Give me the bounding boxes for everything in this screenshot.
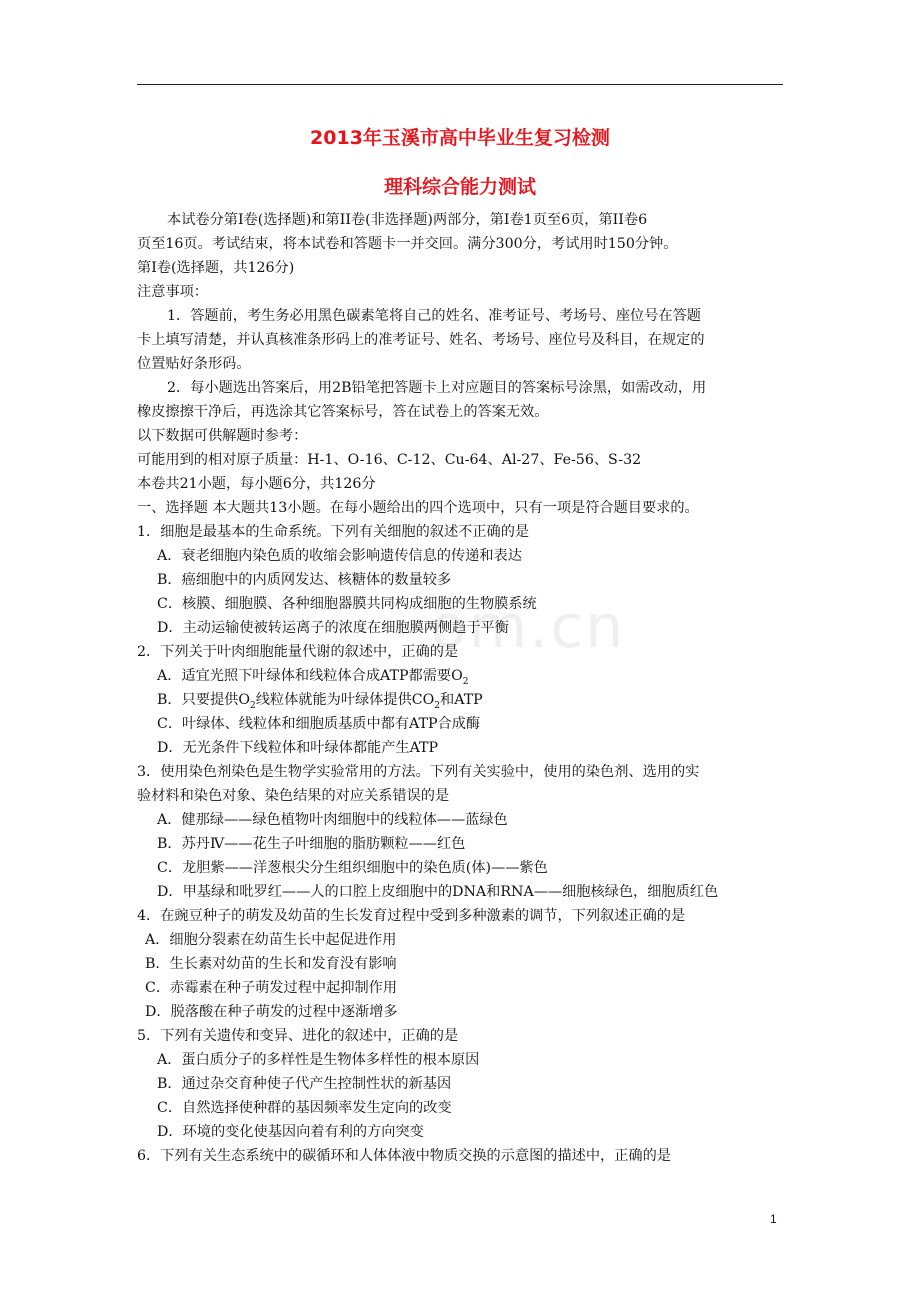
question-option: C．自然选择使种群的基因频率发生定向的改变: [157, 1100, 452, 1116]
question-option: C．赤霉素在种子萌发过程中起抑制作用: [145, 980, 398, 996]
page-number: 1: [770, 1212, 777, 1226]
question-stem: 5．下列有关遗传和变异、进化的叙述中，正确的是: [137, 1028, 459, 1044]
question-option: B．只要提供$O_2$线粒体就能为叶绿体提供$CO_2$和ATP: [157, 692, 483, 711]
question-option: A．细胞分裂素在幼苗生长中起促进作用: [145, 932, 397, 948]
question-stem: 验材料和染色对象、染色结果的对应关系错误的是: [137, 788, 450, 804]
question-option: C．叶绿体、线粒体和细胞质基质中都有ATP合成酶: [157, 716, 481, 732]
question-option: B．生长素对幼苗的生长和发育没有影响: [145, 956, 397, 972]
atomic-masses: 可能用到的相对原子质量：H-1、O-16、C-12、Cu-64、Al-27、Fe-56、S-32: [137, 452, 642, 468]
notice-heading: 注意事项：: [137, 284, 208, 300]
notice-item: 2．每小题选出答案后，用2B铅笔把答题卡上对应题目的答案标号涂黑，如需改动，用: [167, 380, 707, 396]
header-rule: [137, 84, 783, 85]
notice-item: 1．答题前，考生务必用黑色碳素笔将自己的姓名、准考证号、考场号、座位号在答题: [167, 308, 701, 324]
question-option: A．适宜光照下叶绿体和线粒体合成ATP都需要$O_2$: [157, 668, 469, 687]
question-option: B．通过杂交育种使子代产生控制性状的新基因: [157, 1076, 452, 1092]
reference-note: 以下数据可供解题时参考：: [137, 428, 308, 444]
question-option: B．苏丹Ⅳ——花生子叶细胞的脂肪颗粒——红色: [157, 836, 466, 852]
question-option: A．健那绿——绿色植物叶肉细胞中的线粒体——蓝绿色: [157, 812, 508, 828]
notice-item: 橡皮擦擦干净后，再选涂其它答案标号，答在试卷上的答案无效。: [137, 404, 549, 420]
question-option: D．脱落酸在种子萌发的过程中逐渐增多: [145, 1004, 398, 1020]
question-option: A．蛋白质分子的多样性是生物体多样性的根本原因: [157, 1052, 480, 1068]
question-option: D．主动运输使被转运离子的浓度在细胞膜两侧趋于平衡: [157, 620, 509, 636]
question-option: C．龙胆紫——洋葱根尖分生组织细胞中的染色质(体)——紫色: [157, 860, 548, 876]
question-stem: 4．在豌豆种子的萌发及幼苗的生长发育过程中受到多种激素的调节，下列叙述正确的是: [137, 908, 686, 924]
exam-subtitle: 理科综合能力测试: [383, 176, 536, 198]
intro-line: 本试卷分第Ⅰ卷(选择题)和第II卷(非选择题)两部分，第Ⅰ卷1页至6页，第II卷6: [167, 212, 648, 228]
question-option: D．无光条件下线粒体和叶绿体都能产生ATP: [157, 740, 439, 756]
question-option: C．核膜、细胞膜、各种细胞器膜共同构成细胞的生物膜系统: [157, 596, 537, 612]
score-note: 本卷共21小题，每小题6分，共126分: [137, 476, 376, 492]
question-option: A．衰老细胞内染色质的收缩会影响遗传信息的传递和表达: [157, 548, 522, 564]
notice-item: 位置贴好条形码。: [137, 356, 251, 372]
question-stem: 6．下列有关生态系统中的碳循环和人体体液中物质交换的示意图的描述中，正确的是: [137, 1148, 671, 1164]
question-option: D．环境的变化使基因向着有利的方向突变: [157, 1124, 424, 1140]
question-stem: 1．细胞是最基本的生命系统。下列有关细胞的叙述不正确的是: [137, 524, 530, 540]
document-body: [137, 208, 787, 1168]
part-heading: 第Ⅰ卷(选择题，共126分): [137, 260, 295, 276]
intro-line: 页至16页。考试结束，将本试卷和答题卡一并交回。满分300分，考试用时150分钟。: [137, 236, 678, 252]
question-stem: 2．下列关于叶肉细胞能量代谢的叙述中，正确的是: [137, 644, 459, 660]
watermark: om.cn: [430, 592, 626, 662]
question-option: B．癌细胞中的内质网发达、核糖体的数量较多: [157, 572, 452, 588]
section-heading: 一、选择题 本大题共13小题。在每小题给出的四个选项中，只有一项是符合题目要求的。: [137, 500, 699, 516]
question-stem: 3．使用染色剂染色是生物学实验常用的方法。下列有关实验中，使用的染色剂、选用的实: [137, 764, 700, 780]
notice-item: 卡上填写清楚，并认真核准条形码上的准考证号、姓名、考场号、座位号及科目，在规定的: [137, 332, 705, 348]
question-option: D．甲基绿和吡罗红——人的口腔上皮细胞中的DNA和RNA——细胞核绿色，细胞质红色: [157, 884, 719, 900]
exam-title: 2013年玉溪市高中毕业生复习检测: [310, 127, 610, 149]
